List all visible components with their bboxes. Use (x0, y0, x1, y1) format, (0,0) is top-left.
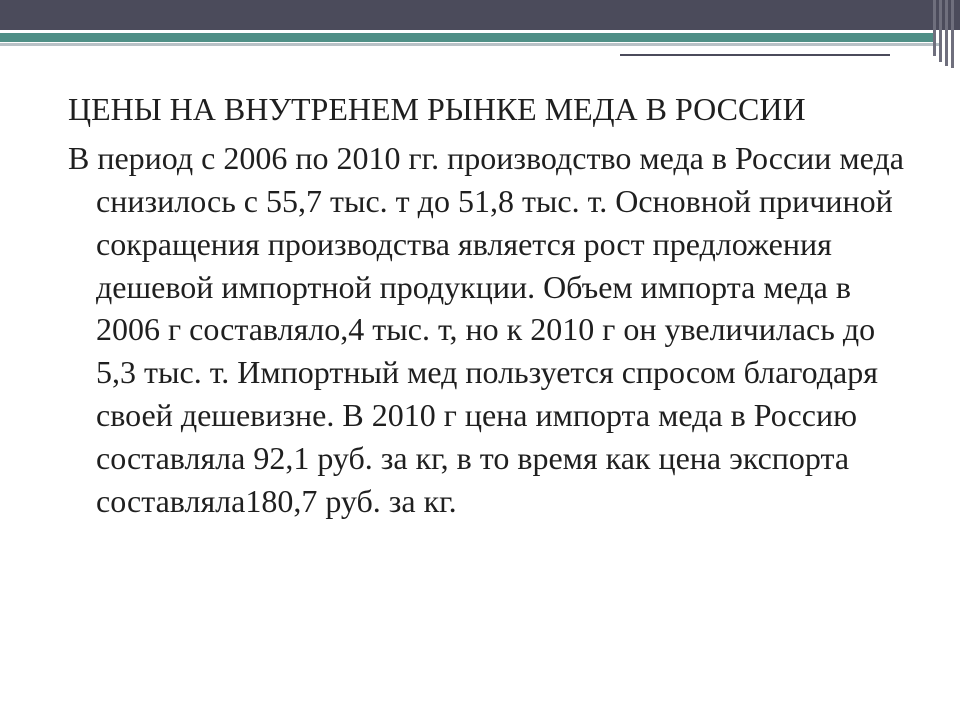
slide-title: ЦЕНЫ НА ВНУТРЕНЕМ РЫНКЕ МЕДА В РОССИИ (68, 91, 806, 127)
decorative-bars (931, 0, 955, 68)
decorative-bar (933, 0, 936, 56)
slide-content (68, 88, 918, 523)
decorative-rule (620, 54, 890, 56)
decorative-bar (939, 0, 942, 62)
slide-body-text: В период с 2006 по 2010 гг. производство меда в России меда снизилось с 55,7 тыс. т до 51,8 тыс. т. Основной причиной сокращения производства является рост предложения дешевой импортной продукции. Объем импорта меда в 2006 г составляло,4 тыс. т, но к 2010 г он увеличилась до 5,3 тыс. т. Импортный мед пользуется спросом благодаря своей дешевизне. В 2010 г цена импорта меда в Россию составляла 92,1 руб. за кг, в то время как цена экспорта составляла180,7 руб. за кг. (68, 139, 904, 519)
divider-line (0, 43, 940, 46)
decorative-bar (945, 0, 948, 66)
decorative-bar (951, 0, 954, 68)
header-band (0, 0, 960, 30)
accent-line (0, 33, 935, 42)
